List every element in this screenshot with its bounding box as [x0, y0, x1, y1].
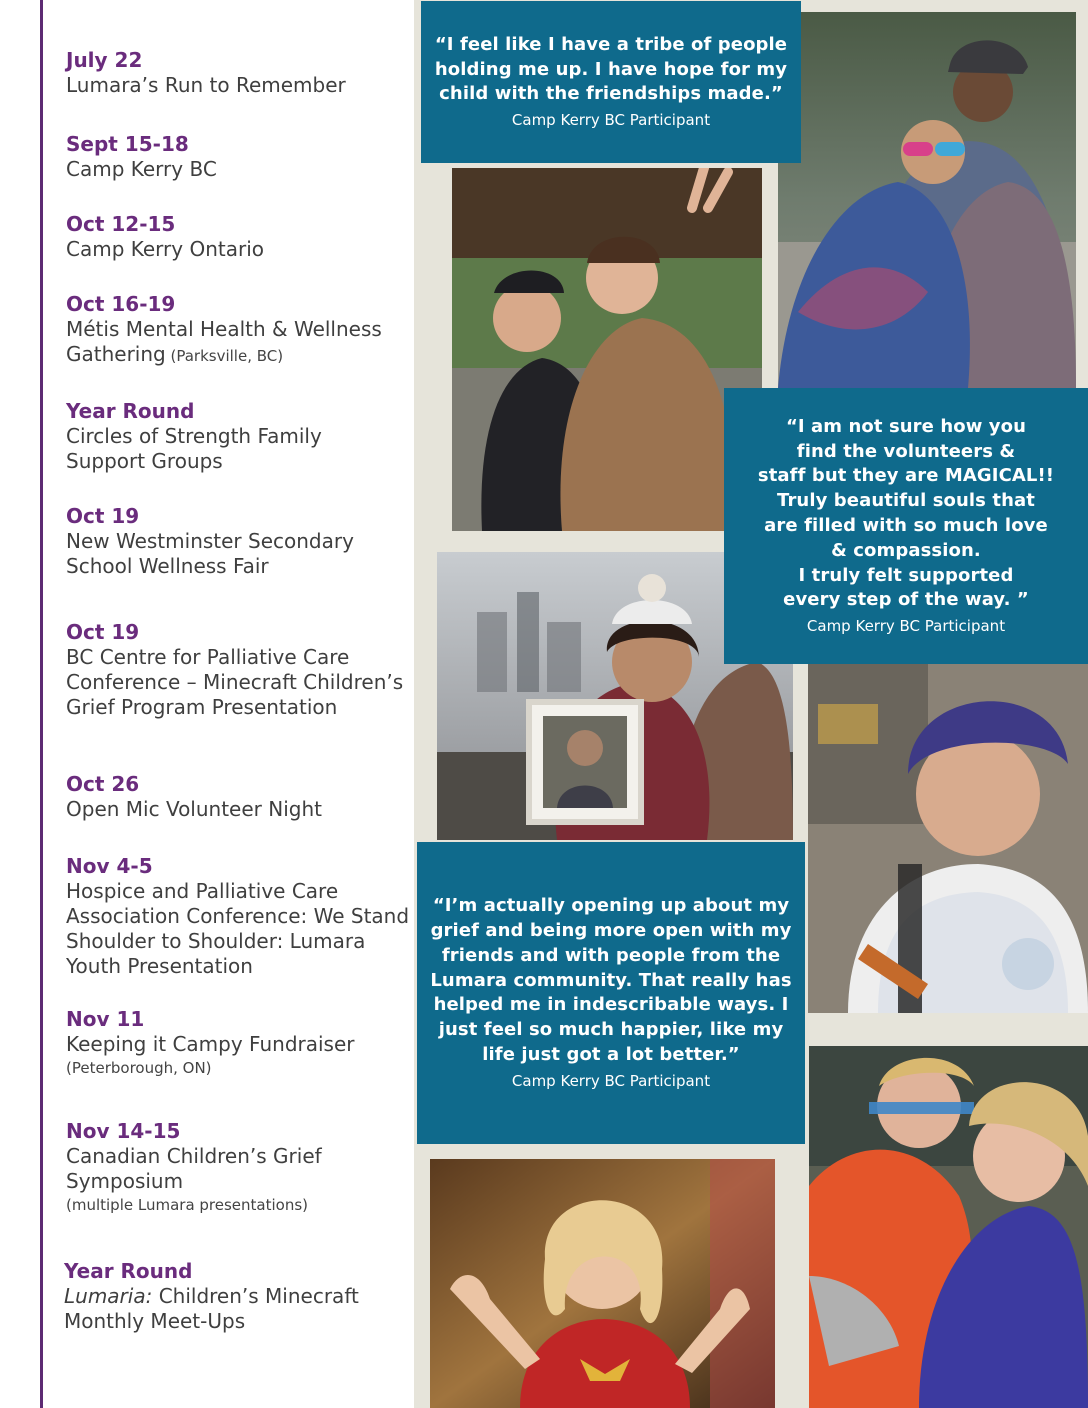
event-item — [66, 132, 414, 182]
event-date: Nov 4-5 — [66, 854, 153, 878]
event-item — [66, 504, 414, 579]
quote-line: just feel so much happier, like my — [438, 1019, 784, 1041]
event-title: Support Groups — [66, 449, 223, 473]
event-title — [64, 1284, 412, 1309]
event-item — [66, 399, 414, 474]
event-title: Métis Mental Health & Wellness — [66, 317, 382, 341]
quote-line: staff but they are MAGICAL!! — [757, 465, 1055, 487]
event-date: Oct 16-19 — [66, 292, 176, 316]
photo-hug — [778, 12, 1076, 388]
event-title: Grief Program Presentation — [66, 695, 338, 719]
quote-line: “I feel like I have a tribe of people — [434, 33, 788, 55]
event-date: Nov 14-15 — [66, 1119, 181, 1143]
event-title: New Westminster Secondary — [66, 529, 354, 553]
photo-child-cheering — [430, 1159, 775, 1408]
quote-text — [758, 415, 1054, 613]
quote-line: grief and being more open with my — [430, 920, 792, 941]
event-title: Open Mic Volunteer Night — [66, 797, 322, 821]
event-date: Nov 11 — [66, 1007, 145, 1031]
quote-text — [435, 33, 787, 107]
event-date: Oct 26 — [66, 772, 140, 796]
event-title: Keeping it Campy Fundraiser — [66, 1032, 355, 1056]
event-title: Hospice and Palliative Care — [66, 879, 339, 903]
quote-line: & compassion. — [831, 539, 981, 561]
event-date: Year Round — [64, 1259, 193, 1283]
event-title: Canadian Children’s Grief — [66, 1144, 322, 1168]
event-location-note: (multiple Lumara presentations) — [66, 1196, 309, 1214]
event-title: BC Centre for Palliative Care — [66, 645, 350, 669]
quote-line: “I am not sure how you — [785, 415, 1027, 437]
event-item — [64, 1259, 412, 1334]
event-location-note: (Parksville, BC) — [165, 347, 284, 365]
quote-line: are filled with so much love — [764, 515, 1048, 536]
quote-line: “I’m actually opening up about my — [432, 895, 790, 917]
event-date: Oct 12-15 — [66, 212, 176, 236]
event-item — [66, 212, 414, 262]
quote-line: Lumara community. That really has — [430, 969, 792, 991]
event-title-part: Gathering — [66, 342, 166, 366]
event-title — [66, 342, 414, 369]
event-date: Year Round — [66, 399, 195, 423]
event-item — [66, 1119, 414, 1216]
event-item — [66, 620, 414, 720]
event-date: Sept 15-18 — [66, 132, 189, 156]
event-title: Conference – Minecraft Children’s — [66, 670, 404, 694]
event-date: Oct 19 — [66, 620, 140, 644]
event-date: Oct 19 — [66, 504, 140, 528]
quote-line: life just got a lot better.” — [482, 1043, 740, 1065]
event-item — [66, 1007, 414, 1079]
event-date: July 22 — [66, 48, 143, 72]
timeline-rule — [40, 0, 43, 1408]
event-title: Monthly Meet-Ups — [64, 1309, 246, 1333]
event-title: Shoulder to Shoulder: Lumara — [66, 929, 366, 953]
event-title-italic: Lumaria: — [64, 1284, 153, 1308]
photo-women-laughing — [809, 1046, 1088, 1408]
quote-line: helped me in indescribable ways. I — [433, 994, 789, 1016]
quote-attribution: Camp Kerry BC Participant — [806, 617, 1006, 636]
event-item — [66, 292, 414, 369]
quote-line: Truly beautiful souls that — [777, 490, 1035, 512]
event-title-part: Children’s Minecraft — [152, 1284, 359, 1308]
quote-line: holding me up. I have hope for my — [434, 58, 788, 80]
photo-teen-toque — [808, 664, 1088, 1013]
event-title: Lumara’s Run to Remember — [66, 73, 346, 97]
quote-attribution: Camp Kerry BC Participant — [511, 111, 711, 130]
event-item — [66, 772, 414, 822]
event-title: Symposium — [66, 1169, 184, 1193]
event-title: Association Conference: We Stand — [66, 904, 410, 928]
event-item — [66, 854, 414, 979]
testimonial-quote — [417, 842, 805, 1144]
quote-line: friends and with people from the — [441, 944, 781, 966]
quote-attribution: Camp Kerry BC Participant — [511, 1071, 711, 1090]
event-title: Camp Kerry Ontario — [66, 237, 264, 261]
testimonial-quote — [421, 1, 801, 163]
quote-line: child with the friendships made.” — [439, 83, 783, 105]
event-location-note: (Peterborough, ON) — [66, 1059, 212, 1077]
event-title: Camp Kerry BC — [66, 157, 217, 181]
quote-text — [430, 894, 791, 1068]
quote-line: every step of the way. ” — [783, 589, 1029, 611]
quote-line: I truly felt supported — [798, 564, 1014, 586]
event-title: Youth Presentation — [66, 954, 253, 978]
event-item — [66, 48, 414, 98]
quote-line: find the volunteers & — [796, 440, 1016, 462]
photo-teens — [452, 168, 762, 531]
event-title: School Wellness Fair — [66, 554, 269, 578]
event-title: Circles of Strength Family — [66, 424, 322, 448]
testimonial-quote — [724, 388, 1088, 664]
